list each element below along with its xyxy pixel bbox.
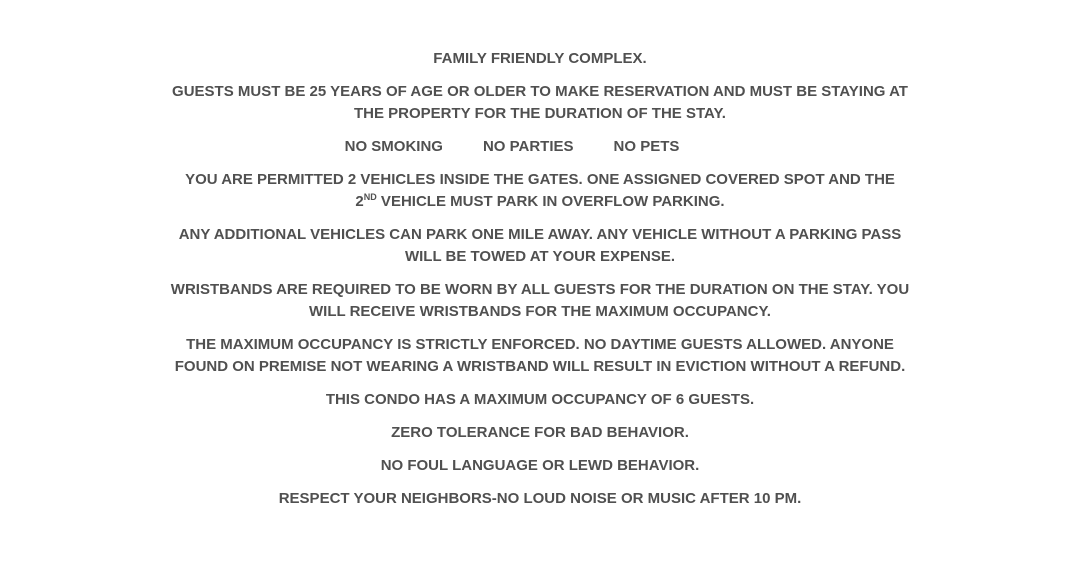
vehicles-line-2 — [0, 191, 1080, 213]
prohibitions — [0, 136, 1080, 158]
wristbands-line-2: WILL RECEIVE WRISTBANDS FOR THE MAXIMUM OCCUPANCY. — [309, 303, 771, 320]
vehicles-rule — [0, 169, 1080, 213]
additional-vehicles-rule — [0, 224, 1080, 268]
vehicles-line-1: YOU ARE PERMITTED 2 VEHICLES INSIDE THE GATES. ONE ASSIGNED COVERED SPOT AND THE — [185, 171, 895, 188]
house-rules-document — [0, 48, 1080, 521]
max-occupancy-rule — [0, 389, 1080, 411]
zero-tolerance-rule — [0, 422, 1080, 444]
no-pets-rule: NO PETS — [613, 138, 680, 155]
age-rule-line-1: GUESTS MUST BE 25 YEARS OF AGE OR OLDER TO MAKE RESERVATION AND MUST BE STAYING AT — [172, 83, 908, 100]
age-rule-line-2: THE PROPERTY FOR THE DURATION OF THE STAY. — [354, 105, 726, 122]
max-occupancy-text: THIS CONDO HAS A MAXIMUM OCCUPANCY OF 6 GUESTS. — [325, 391, 755, 408]
language-rule — [0, 455, 1080, 477]
occupancy-enforced-line-2: FOUND ON PREMISE NOT WEARING A WRISTBAND WILL RESULT IN EVICTION WITHOUT A REFUND. — [174, 358, 906, 375]
heading-text: FAMILY FRIENDLY COMPLEX. — [433, 50, 647, 67]
additional-vehicles-line-2: WILL BE TOWED AT YOUR EXPENSE. — [404, 248, 676, 265]
zero-tolerance-text: ZERO TOLERANCE FOR BAD BEHAVIOR. — [391, 424, 689, 441]
additional-vehicles-line-1: ANY ADDITIONAL VEHICLES CAN PARK ONE MILE AWAY. ANY VEHICLE WITHOUT A PARKING PASS — [178, 226, 902, 243]
vehicles-ordinal-suffix: ND — [363, 192, 377, 202]
age-rule — [0, 81, 1080, 125]
vehicles-line-2-text: VEHICLE MUST PARK IN OVERFLOW PARKING. — [376, 193, 725, 210]
occupancy-enforced-line-1: THE MAXIMUM OCCUPANCY IS STRICTLY ENFORCED. NO DAYTIME GUESTS ALLOWED. ANYONE — [186, 336, 894, 353]
noise-rule — [0, 488, 1080, 510]
language-text: NO FOUL LANGUAGE OR LEWD BEHAVIOR. — [380, 457, 700, 474]
vehicles-ordinal-number: 2 — [355, 193, 364, 210]
wristbands-line-1: WRISTBANDS ARE REQUIRED TO BE WORN BY ALL GUESTS FOR THE DURATION ON THE STAY. YOU — [170, 281, 910, 298]
occupancy-enforced-rule — [0, 334, 1080, 378]
noise-text: RESPECT YOUR NEIGHBORS-NO LOUD NOISE OR MUSIC AFTER 10 PM. — [278, 490, 802, 507]
no-smoking-rule: NO SMOKING — [344, 138, 443, 155]
heading — [0, 48, 1080, 70]
no-parties-rule: NO PARTIES — [482, 138, 574, 155]
wristbands-rule — [0, 279, 1080, 323]
